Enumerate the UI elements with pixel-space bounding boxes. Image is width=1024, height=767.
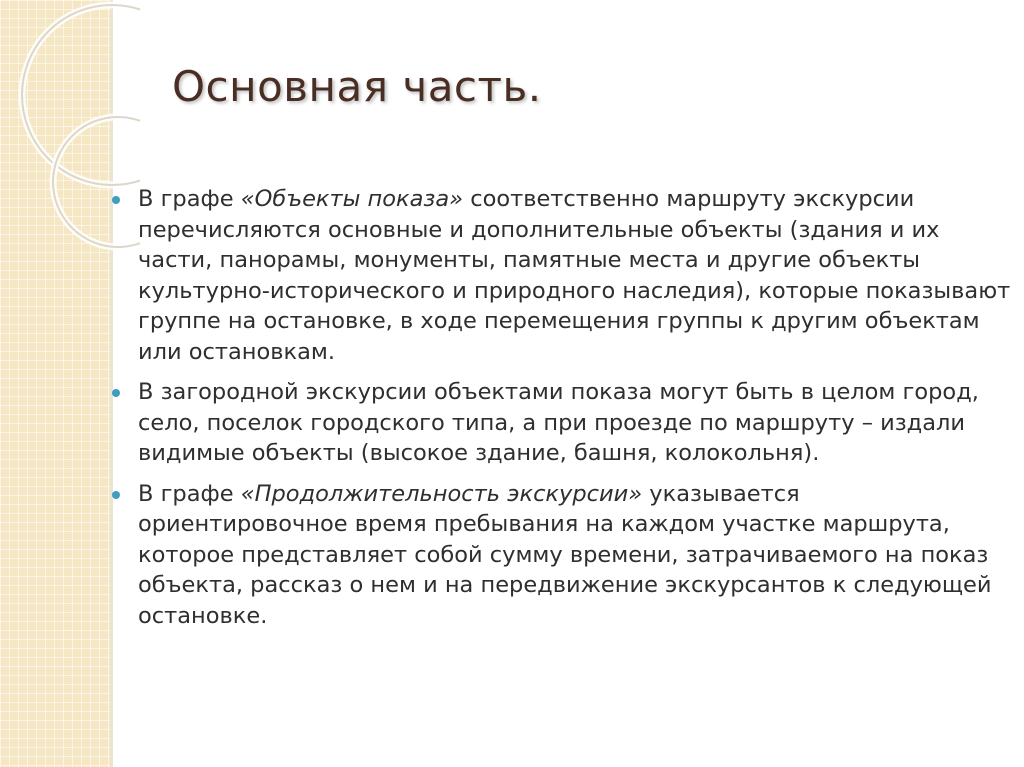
bullet-text-part: В графе [138, 186, 241, 212]
bullet-text-part: соответственно маршруту экскурсии перечисляются основные и дополнительные объекты (здания и их части, панорамы, монументы, памятные места и другие объекты культурно-исторического и природного наследия), которые показывают группе на остановке, в ходе перемещения группы к другим объектам или остановкам. [138, 186, 1011, 365]
bullet-marker-icon [112, 389, 120, 397]
bullet-text-part: В загородной экскурсии объектами показа могут быть в целом город, село, поселок городского типа, а при проезде по маршруту – издали видимые объекты (высокое здание, башня, колокольня). [138, 379, 979, 466]
bullet-text-part: указывается ориентировочное время пребывания на каждом участке маршрута, которое представляет собой сумму времени, затрачиваемого на показ объекта, рассказ о нем и на передвижение экскурсантов к следующей остановке. [138, 480, 992, 629]
bullet-list [112, 184, 1012, 641]
bullet-marker-icon [112, 491, 120, 499]
bullet-emphasis: «Продолжительность экскурсии» [240, 480, 643, 507]
bullet-marker-icon [112, 196, 120, 204]
bullet-item [112, 184, 1012, 367]
bullet-text [138, 479, 1012, 632]
slide-title: Основная часть. [172, 62, 542, 111]
bullet-text [138, 184, 1012, 367]
bullet-emphasis: «Объекты показа» [240, 186, 464, 212]
bullet-item [112, 479, 1012, 632]
bullet-text [138, 377, 1012, 469]
bullet-text-part: В графе [138, 480, 241, 507]
bullet-item [112, 377, 1012, 469]
